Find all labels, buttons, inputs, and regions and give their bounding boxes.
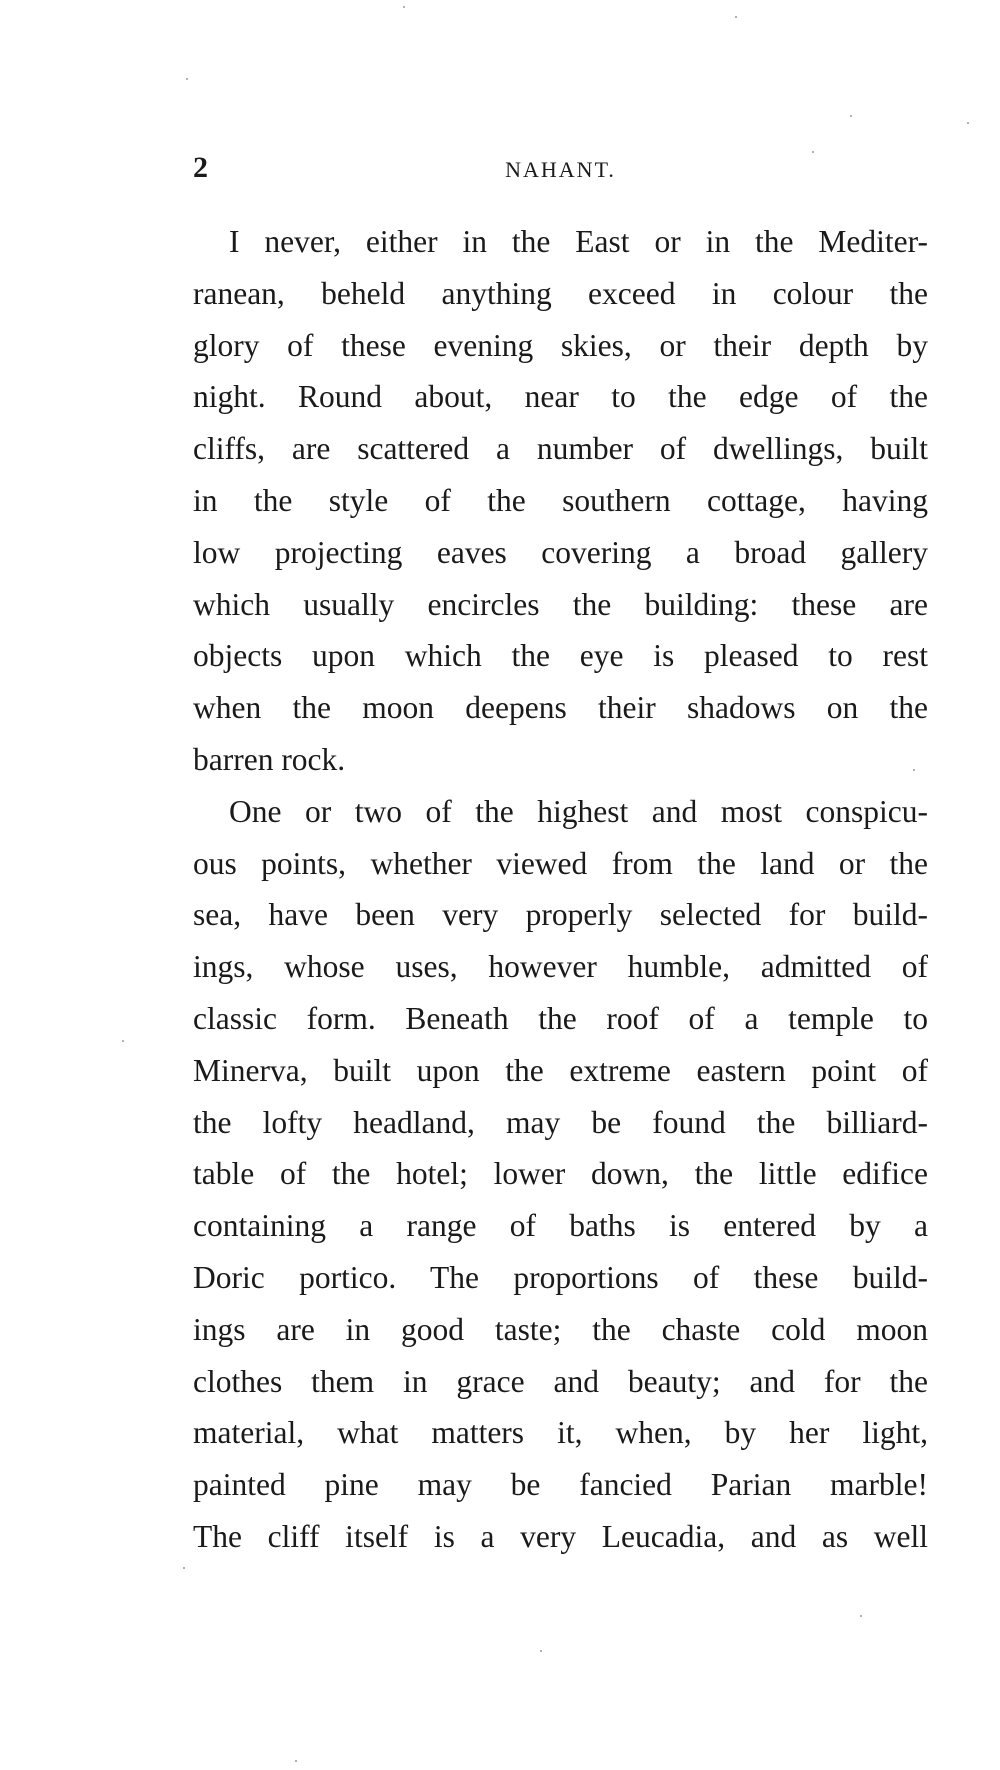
paper-speck bbox=[122, 1040, 124, 1042]
text-line: classic form. Beneath the roof of a temple to bbox=[193, 1000, 928, 1036]
text-line: cliffs, are scattered a number of dwellings, built bbox=[193, 431, 928, 467]
text-line: One or two of the highest and most conspicu- bbox=[229, 793, 928, 829]
text-line: barren rock. bbox=[193, 741, 346, 777]
text-line: clothes them in grace and beauty; and for the bbox=[193, 1363, 928, 1399]
paper-speck bbox=[540, 1650, 542, 1652]
text-line: The cliff itself is a very Leucadia, and as well bbox=[193, 1518, 928, 1554]
text-line: the lofty headland, may be found the billiard- bbox=[193, 1104, 928, 1140]
text-line: material, what matters it, when, by her light, bbox=[193, 1415, 928, 1451]
paper-speck bbox=[186, 78, 188, 80]
paper-speck bbox=[967, 122, 969, 124]
text-line: night. Round about, near to the edge of the bbox=[193, 379, 928, 415]
paragraph-1 bbox=[193, 216, 928, 786]
body-text bbox=[193, 216, 928, 1563]
text-line: sea, have been very properly selected for build- bbox=[193, 897, 928, 933]
paper-speck bbox=[850, 115, 852, 117]
page-number: 2 bbox=[193, 151, 208, 184]
text-line: containing a range of baths is entered by a bbox=[193, 1208, 928, 1244]
text-line: table of the hotel; lower down, the little edifice bbox=[193, 1156, 928, 1192]
running-head bbox=[193, 148, 928, 188]
text-line: Minerva, built upon the extreme eastern point of bbox=[193, 1052, 928, 1088]
paper-speck bbox=[183, 1567, 185, 1569]
text-line: ous points, whether viewed from the land or the bbox=[193, 845, 928, 881]
text-line: painted pine may be fancied Parian marble! bbox=[193, 1467, 928, 1503]
text-line: when the moon deepens their shadows on the bbox=[193, 690, 928, 726]
text-line: ranean, beheld anything exceed in colour the bbox=[193, 275, 928, 311]
paper-speck bbox=[913, 769, 915, 771]
text-line: Doric portico. The proportions of these build- bbox=[193, 1259, 928, 1295]
running-title: NAHANT. bbox=[505, 157, 616, 182]
paper-speck bbox=[295, 1760, 297, 1762]
text-line: glory of these evening skies, or their depth by bbox=[193, 327, 928, 363]
text-line: ings are in good taste; the chaste cold moon bbox=[193, 1311, 928, 1347]
text-line: which usually encircles the building: these are bbox=[193, 586, 928, 622]
text-line: I never, either in the East or in the Mediter- bbox=[229, 224, 928, 259]
text-line: low projecting eaves covering a broad gallery bbox=[193, 534, 928, 570]
paper-speck bbox=[812, 151, 814, 153]
text-line: ings, whose uses, however humble, admitted of bbox=[193, 949, 928, 985]
paragraph-2 bbox=[193, 786, 928, 1563]
paper-speck bbox=[735, 16, 737, 18]
text-line: in the style of the southern cottage, having bbox=[193, 482, 928, 518]
paper-speck bbox=[860, 1615, 862, 1617]
text-line: objects upon which the eye is pleased to rest bbox=[193, 638, 928, 674]
paper-speck bbox=[403, 6, 405, 8]
